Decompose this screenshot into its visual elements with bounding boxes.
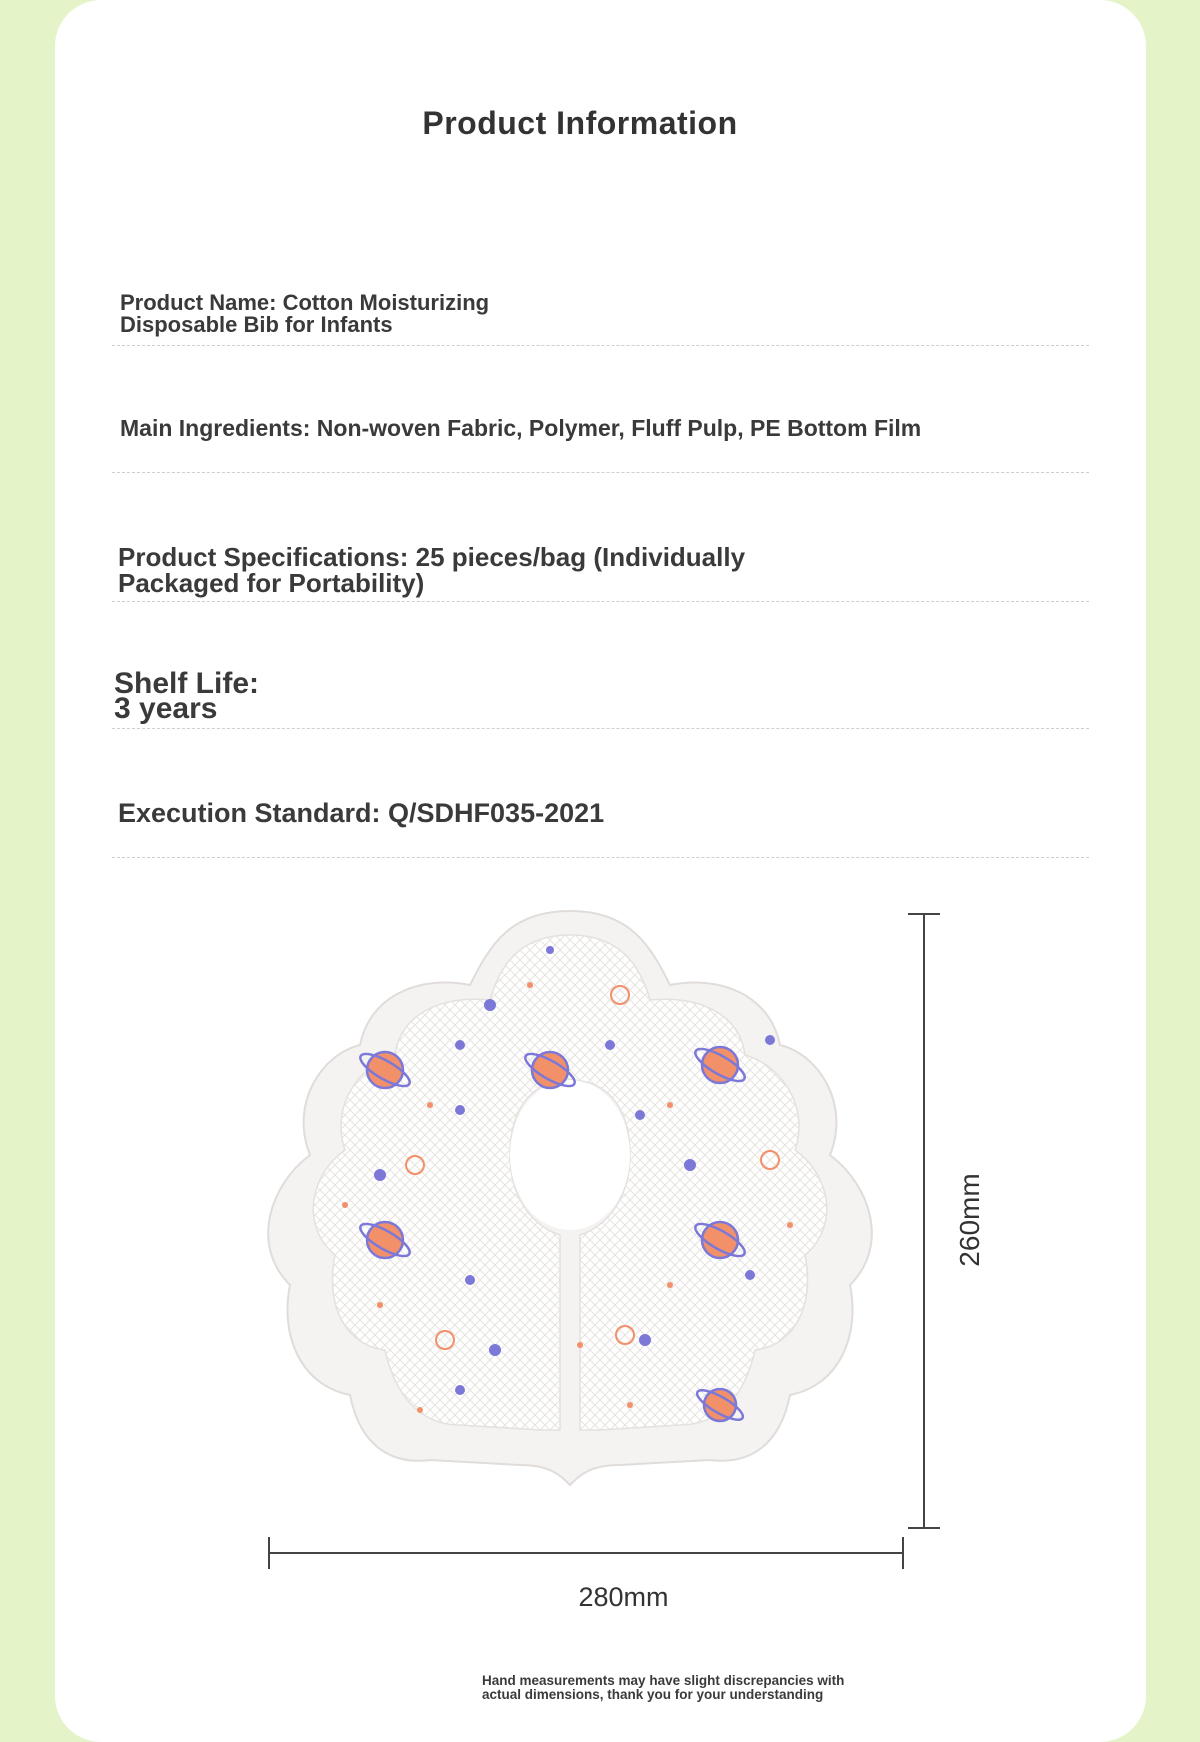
dashed-divider	[112, 601, 1089, 602]
specifications-text: Product Specifications: 25 pieces/bag (Individually Packaged for Portability)	[118, 542, 746, 598]
product-name-text: Product Name: Cotton Moisturizing Disposable Bib for Infants	[120, 290, 490, 337]
width-dimension-label: 280mm	[578, 1582, 669, 1612]
dashed-divider	[112, 345, 1089, 346]
info-row-product-name	[112, 292, 1089, 336]
info-row-ingredients	[112, 417, 1089, 440]
height-dimension-cap-bottom	[908, 1527, 940, 1529]
page-title: Product Information	[422, 105, 738, 141]
ingredients-text: Main Ingredients: Non-woven Fabric, Polymer, Fluff Pulp, PE Bottom Film	[120, 415, 922, 441]
width-dimension-cap-left	[268, 1537, 270, 1569]
shelf-life-text: Shelf Life: 3 years	[114, 667, 260, 725]
measurement-disclaimer: Hand measurements may have slight discrepancies with actual dimensions, thank you for your understanding	[482, 1673, 845, 1702]
bib-product-illustration	[250, 905, 890, 1525]
info-row-specifications	[112, 544, 1089, 596]
width-dimension-line	[269, 1552, 903, 1554]
info-row-standard	[112, 800, 1089, 827]
width-dimension-cap-right	[902, 1537, 904, 1569]
height-dimension-label: 260mm	[954, 1173, 985, 1267]
info-row-shelf-life	[112, 667, 1089, 725]
height-dimension-line	[923, 913, 925, 1528]
dashed-divider	[112, 472, 1089, 473]
dashed-divider	[112, 728, 1089, 729]
dashed-divider	[112, 857, 1089, 858]
height-dimension-cap-top	[908, 913, 940, 915]
standard-text: Execution Standard: Q/SDHF035-2021	[118, 798, 605, 828]
